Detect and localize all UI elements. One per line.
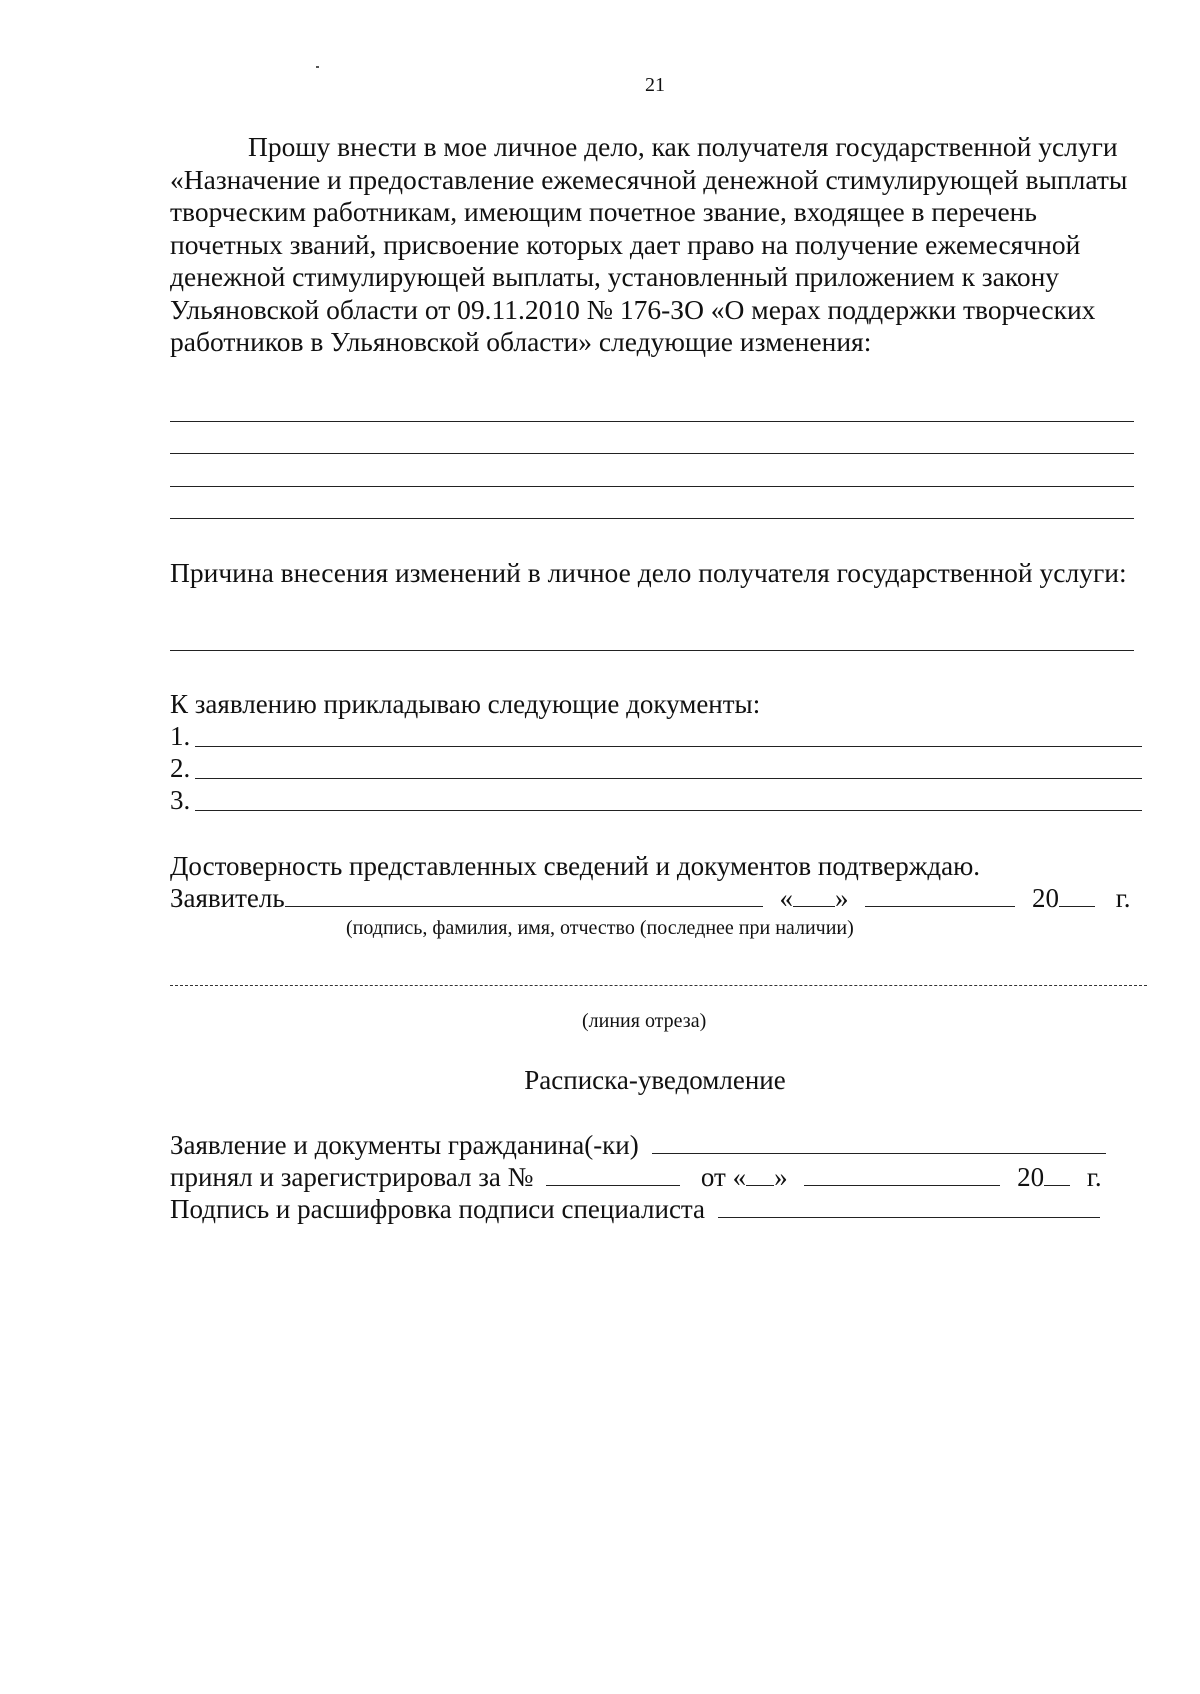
receipt-year-prefix: 20 — [1017, 1162, 1045, 1192]
applicant-signature-line[interactable] — [285, 882, 763, 907]
applicant-label: Заявитель — [170, 883, 285, 913]
receipt-year-line[interactable] — [1044, 1161, 1070, 1186]
cut-line-label: (линия отреза) — [582, 1010, 707, 1032]
year-line[interactable] — [1059, 882, 1095, 907]
applicant-hint: (подпись, фамилия, имя, отчество (последнее при наличии) — [346, 917, 854, 939]
cut-line — [170, 985, 1147, 986]
receipt-row-2 — [170, 1161, 1102, 1193]
month-line[interactable] — [865, 882, 1015, 907]
confirmation-text: Достоверность представленных сведений и документов подтверждаю. — [170, 851, 980, 881]
attachment-line-3[interactable] — [195, 810, 1142, 811]
attachment-line-2[interactable] — [195, 778, 1142, 779]
request-paragraph: Прошу внести в мое личное дело, как получателя государственной услуги «Назначение и предоставление ежемесячной денежной стимулирующей выплаты творческим работникам, имеющим почетное звание, входящее в перечень почетных званий, присвоение которых дает право на получение ежемесячной денежной стимулирующей выплаты, установленный приложением к закону Ульяновской области от 09.11.2010 № 176-ЗО «О мерах поддержки творческих работников в Ульяновской области» следующие изменения: — [170, 131, 1128, 357]
close-quote: » — [834, 883, 849, 913]
changes-line-4[interactable] — [170, 518, 1134, 519]
registration-number-line[interactable] — [546, 1161, 680, 1186]
attachment-number-3: 3. — [170, 785, 191, 815]
receipt-year-suffix: г. — [1086, 1162, 1102, 1192]
receipt-registered-label: принял и зарегистрировал за № — [170, 1162, 534, 1192]
changes-line-2[interactable] — [170, 453, 1134, 454]
attachment-line-1[interactable] — [195, 746, 1142, 747]
receipt-row-1 — [170, 1129, 1106, 1161]
day-line[interactable] — [793, 882, 835, 907]
receipt-citizen-label: Заявление и документы гражданина(-ки) — [170, 1130, 639, 1160]
reason-line[interactable] — [170, 650, 1134, 651]
receipt-close-quote: » — [774, 1162, 788, 1192]
specialist-signature-line[interactable] — [718, 1193, 1100, 1218]
receipt-month-line[interactable] — [804, 1161, 1000, 1186]
receipt-day-line[interactable] — [746, 1161, 774, 1186]
year-prefix: 20 — [1031, 883, 1059, 913]
receipt-citizen-line[interactable] — [652, 1129, 1106, 1154]
applicant-row — [170, 882, 1130, 914]
attachment-number-2: 2. — [170, 753, 191, 783]
reason-text: Причина внесения изменений в личное дело получателя государственной услуги: — [170, 557, 1127, 588]
page-number: 21 — [645, 74, 665, 96]
receipt-row-3 — [170, 1193, 1100, 1225]
year-suffix: г. — [1115, 883, 1131, 913]
attachments-intro: К заявлению прикладываю следующие документы: — [170, 689, 761, 719]
changes-line-1[interactable] — [170, 421, 1134, 422]
receipt-title: Расписка-уведомление — [524, 1065, 786, 1095]
attachment-number-1: 1. — [170, 721, 191, 751]
scan-speck — [316, 66, 319, 68]
receipt-from-label: от « — [700, 1162, 747, 1192]
receipt-specialist-label: Подпись и расшифровка подписи специалиста — [170, 1194, 706, 1224]
open-quote: « — [779, 883, 793, 913]
changes-line-3[interactable] — [170, 486, 1134, 487]
